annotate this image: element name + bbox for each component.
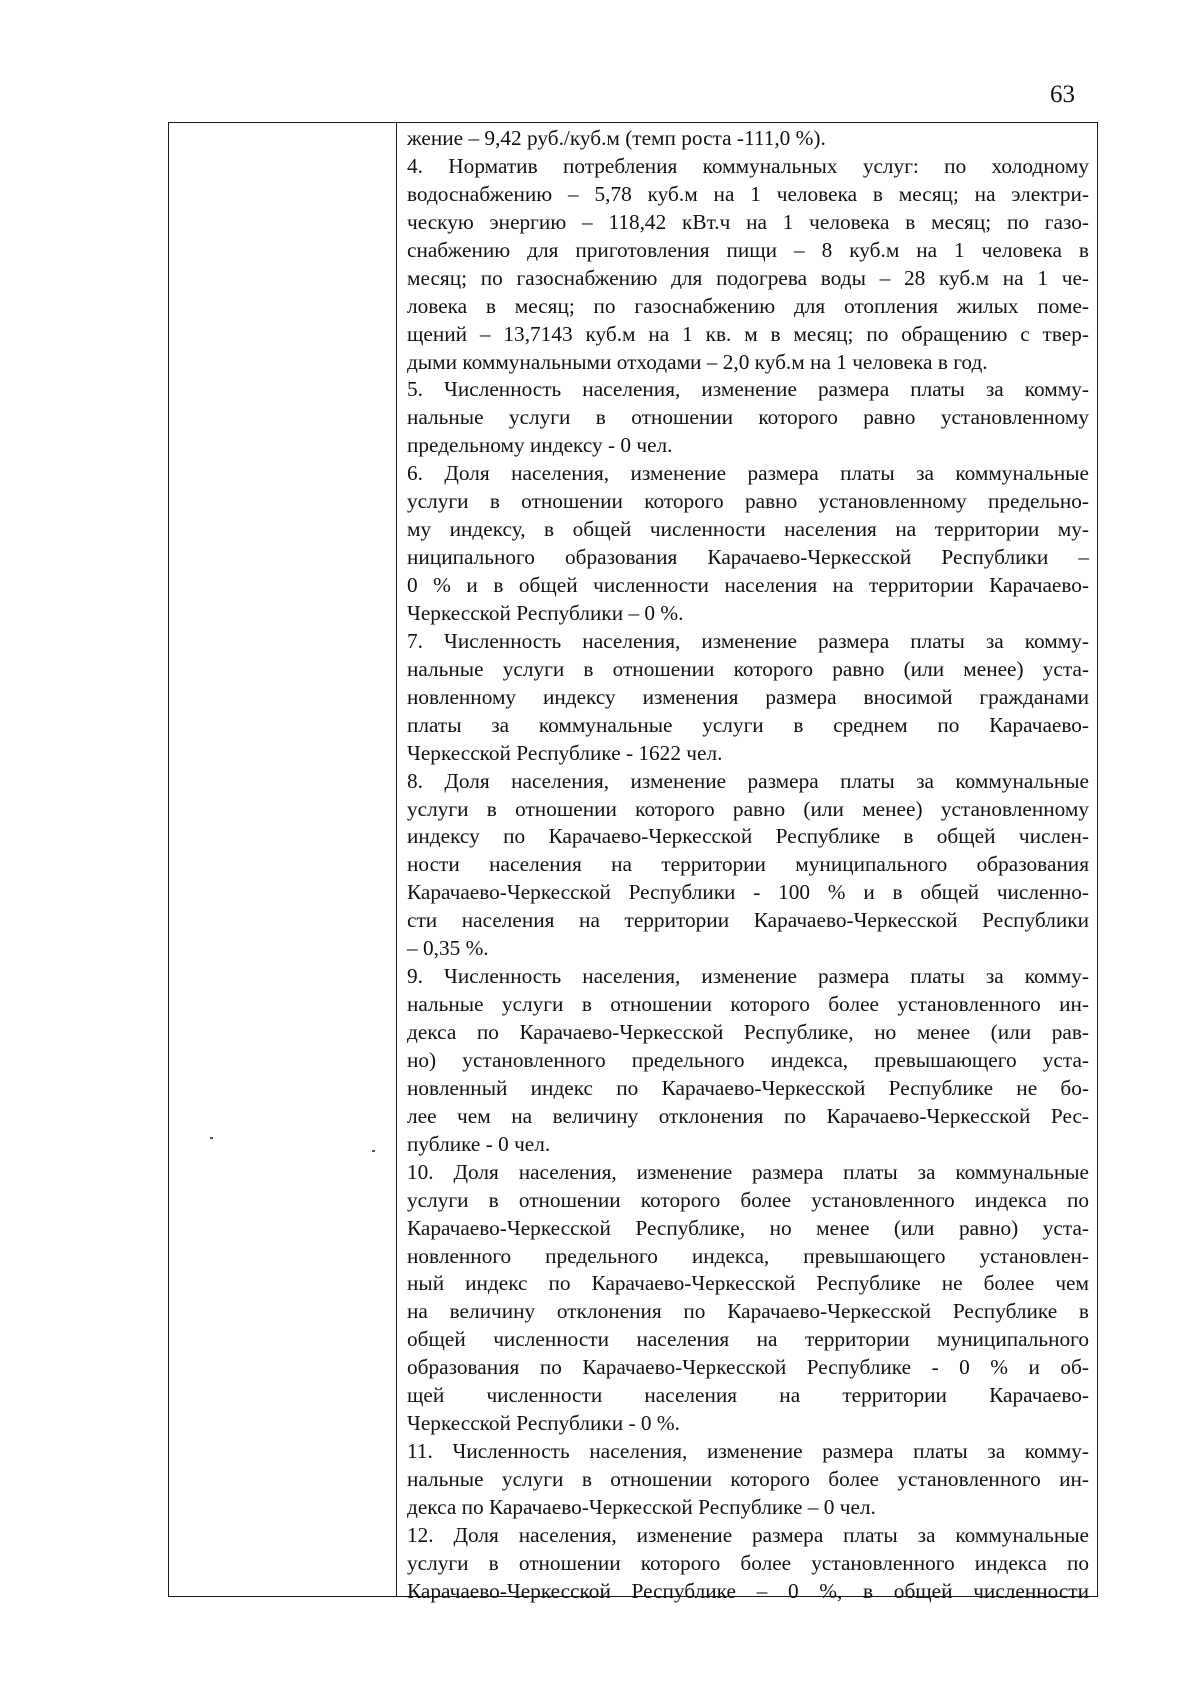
- text-line: нальные услуги в отношении которого более установленного ин-: [407, 992, 1089, 1017]
- text-line: ный индекс по Карачаево-Черкесской Республике не более чем: [407, 1271, 1089, 1296]
- text-line: Черкесской Республики – 0 %.: [407, 600, 684, 625]
- text-line: щений – 13,7143 куб.м на 1 кв. м в месяц; по обращению с твер-: [407, 321, 1089, 346]
- text-line: 4. Норматив потребления коммунальных услуг: по холодному: [407, 153, 1089, 178]
- text-line: лее чем на величину отклонения по Карачаево-Черкесской Рес-: [407, 1103, 1089, 1128]
- text-line: ниципального образования Карачаево-Черкесской Республики –: [407, 545, 1089, 570]
- text-line: 6. Доля населения, изменение размера платы за коммунальные: [407, 461, 1089, 486]
- text-line: новленного предельного индекса, превышающего установлен-: [407, 1243, 1089, 1268]
- text-line: ности населения на территории муниципального образования: [407, 852, 1089, 877]
- text-line: декса по Карачаево-Черкесской Республике – 0 чел.: [407, 1494, 876, 1519]
- page-number: 63: [1050, 81, 1075, 108]
- text-line: снабжению для приготовления пищи – 8 куб.м на 1 человека в: [407, 237, 1089, 262]
- text-line: нальные услуги в отношении которого равно (или менее) уста-: [407, 656, 1089, 681]
- text-line: услуги в отношении которого равно установленному предельно-: [407, 489, 1089, 514]
- text-line: 0 % и в общей численности населения на территории Карачаево-: [407, 573, 1089, 597]
- text-line: 7. Численность населения, изменение размера платы за комму-: [407, 628, 1089, 653]
- text-line: нальные услуги в отношении которого более установленного ин-: [407, 1467, 1089, 1491]
- text-line: новленный индекс по Карачаево-Черкесской Республике не бо-: [407, 1075, 1089, 1100]
- text-line: 12. Доля населения, изменение размера платы за коммунальные: [407, 1522, 1089, 1547]
- text-line: публике - 0 чел.: [407, 1131, 551, 1156]
- text-line: общей численности населения на территории муниципального: [407, 1327, 1089, 1352]
- text-line: новленному индексу изменения размера вносимой гражданами: [407, 684, 1089, 709]
- text-line: услуги в отношении которого равно (или менее) установленному: [407, 796, 1089, 821]
- text-line: ловека в месяц; по газоснабжению для отопления жилых поме-: [407, 293, 1089, 318]
- text-line: образования по Карачаево-Черкесской Республике - 0 % и об-: [407, 1355, 1089, 1380]
- text-line: услуги в отношении которого более установленного индекса по: [407, 1187, 1089, 1212]
- text-line: Карачаево-Черкесской Республики - 100 % и в общей численно-: [407, 880, 1089, 905]
- text-line: предельному индексу - 0 чел.: [407, 433, 673, 458]
- text-line: – 0,35 %.: [407, 936, 489, 961]
- scan-speck: [372, 1150, 375, 1152]
- text-line: индексу по Карачаево-Черкесской Республике в общей числен-: [407, 824, 1089, 849]
- text-line: жение – 9,42 руб./куб.м (темп роста -111,0 %).: [407, 126, 826, 150]
- text-line: дыми коммунальными отходами – 2,0 куб.м на 1 человека в год.: [407, 349, 988, 374]
- text-line: месяц; по газоснабжению для подогрева воды – 28 куб.м на 1 че-: [407, 265, 1089, 290]
- text-line: сти населения на территории Карачаево-Черкесской Республики: [407, 908, 1089, 933]
- text-line: ческую энергию – 118,42 кВт.ч на 1 человека в месяц; по газо-: [407, 209, 1089, 234]
- text-line: но) установленного предельного индекса, превышающего уста-: [407, 1047, 1089, 1072]
- text-line: платы за коммунальные услуги в среднем по Карачаево-: [407, 712, 1089, 737]
- text-line: водоснабжению – 5,78 куб.м на 1 человека в месяц; на электри-: [407, 181, 1089, 206]
- text-line: 11. Численность населения, изменение размера платы за комму-: [407, 1439, 1089, 1464]
- text-line: 8. Доля населения, изменение размера платы за коммунальные: [407, 768, 1089, 793]
- text-line: му индексу, в общей численности населения на территории му-: [407, 517, 1089, 542]
- text-line: нальные услуги в отношении которого равно установленному: [407, 405, 1089, 430]
- scan-speck: [210, 1137, 213, 1139]
- table-left-cell: [169, 123, 397, 1596]
- document-table: [168, 122, 1098, 1603]
- text-line: Черкесской Республике - 1622 чел.: [407, 740, 723, 765]
- text-line: 9. Численность населения, изменение размера платы за комму-: [407, 964, 1089, 989]
- text-line: услуги в отношении которого более установленного индекса по: [407, 1550, 1089, 1575]
- text-line: на величину отклонения по Карачаево-Черкесской Республике в: [407, 1299, 1089, 1324]
- text-line: Карачаево-Черкесской Республике, но менее (или равно) уста-: [407, 1215, 1089, 1240]
- text-line: Карачаево-Черкесской Республике – 0 %, в общей численности: [407, 1578, 1089, 1603]
- text-line: декса по Карачаево-Черкесской Республике, но менее (или рав-: [407, 1020, 1089, 1044]
- text-line: Черкесской Республики - 0 %.: [407, 1411, 680, 1436]
- table-right-cell: [397, 123, 1097, 1606]
- text-line: щей численности населения на территории Карачаево-: [407, 1383, 1089, 1408]
- text-line: 10. Доля населения, изменение размера платы за коммунальные: [407, 1159, 1089, 1184]
- text-line: 5. Численность населения, изменение размера платы за комму-: [407, 377, 1089, 402]
